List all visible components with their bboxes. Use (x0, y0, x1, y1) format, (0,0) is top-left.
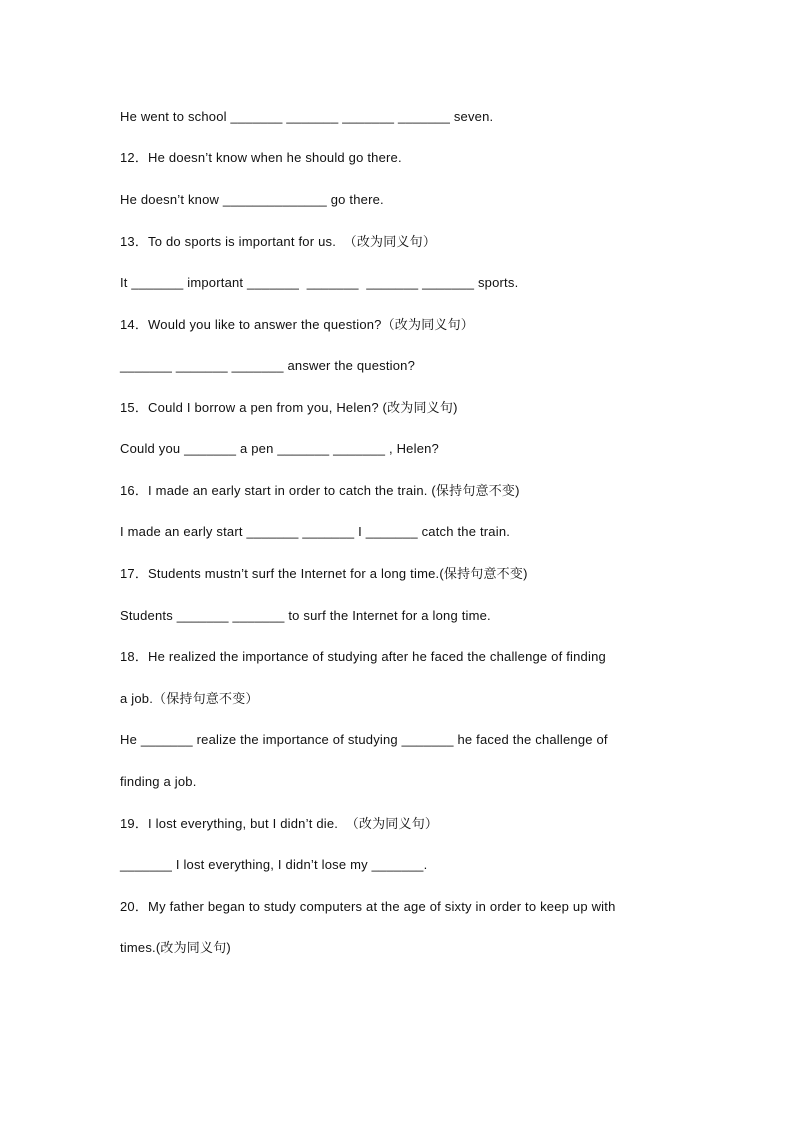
answer-line-15: Could you _______ a pen _______ _______ , Helen? (120, 441, 439, 456)
question-14: 14．Would you like to answer the question?（改为同义句） (120, 317, 475, 332)
question-17: 17．Students mustn’t surf the Internet for a long time.(保持句意不变) (120, 566, 528, 581)
answer-line-14: _______ _______ _______ answer the question? (120, 358, 416, 373)
question-18-continued: a job.（保持句意不变） (120, 691, 259, 706)
answer-line-11: He went to school _______ _______ _______ _______ seven. (120, 109, 494, 124)
question-20: 20．My father began to study computers at the age of sixty in order to keep up with (120, 899, 616, 914)
answer-line-18-continued: finding a job. (120, 774, 197, 789)
question-12: 12．He doesn’t know when he should go there. (120, 150, 402, 165)
question-16: 16．I made an early start in order to catch the train. (保持句意不变) (120, 483, 520, 498)
question-19: 19．I lost everything, but I didn’t die. （改为同义句） (120, 816, 439, 831)
answer-line-13: It _______ important _______ _______ _______ _______ sports. (120, 275, 519, 290)
answer-line-19: _______ I lost everything, I didn’t lose my _______. (120, 857, 428, 872)
question-15: 15．Could I borrow a pen from you, Helen? (改为同义句) (120, 400, 458, 415)
question-20-continued: times.(改为同义句) (120, 940, 231, 955)
question-18: 18．He realized the importance of studying after he faced the challenge of finding (120, 649, 606, 664)
question-13: 13．To do sports is important for us. （改为同义句） (120, 234, 437, 249)
answer-line-16: I made an early start _______ _______ I _______ catch the train. (120, 524, 511, 539)
answer-line-12: He doesn’t know ______________ go there. (120, 192, 384, 207)
answer-line-18: He _______ realize the importance of studying _______ he faced the challenge of (120, 732, 608, 747)
answer-line-17: Students _______ _______ to surf the Internet for a long time. (120, 608, 491, 623)
